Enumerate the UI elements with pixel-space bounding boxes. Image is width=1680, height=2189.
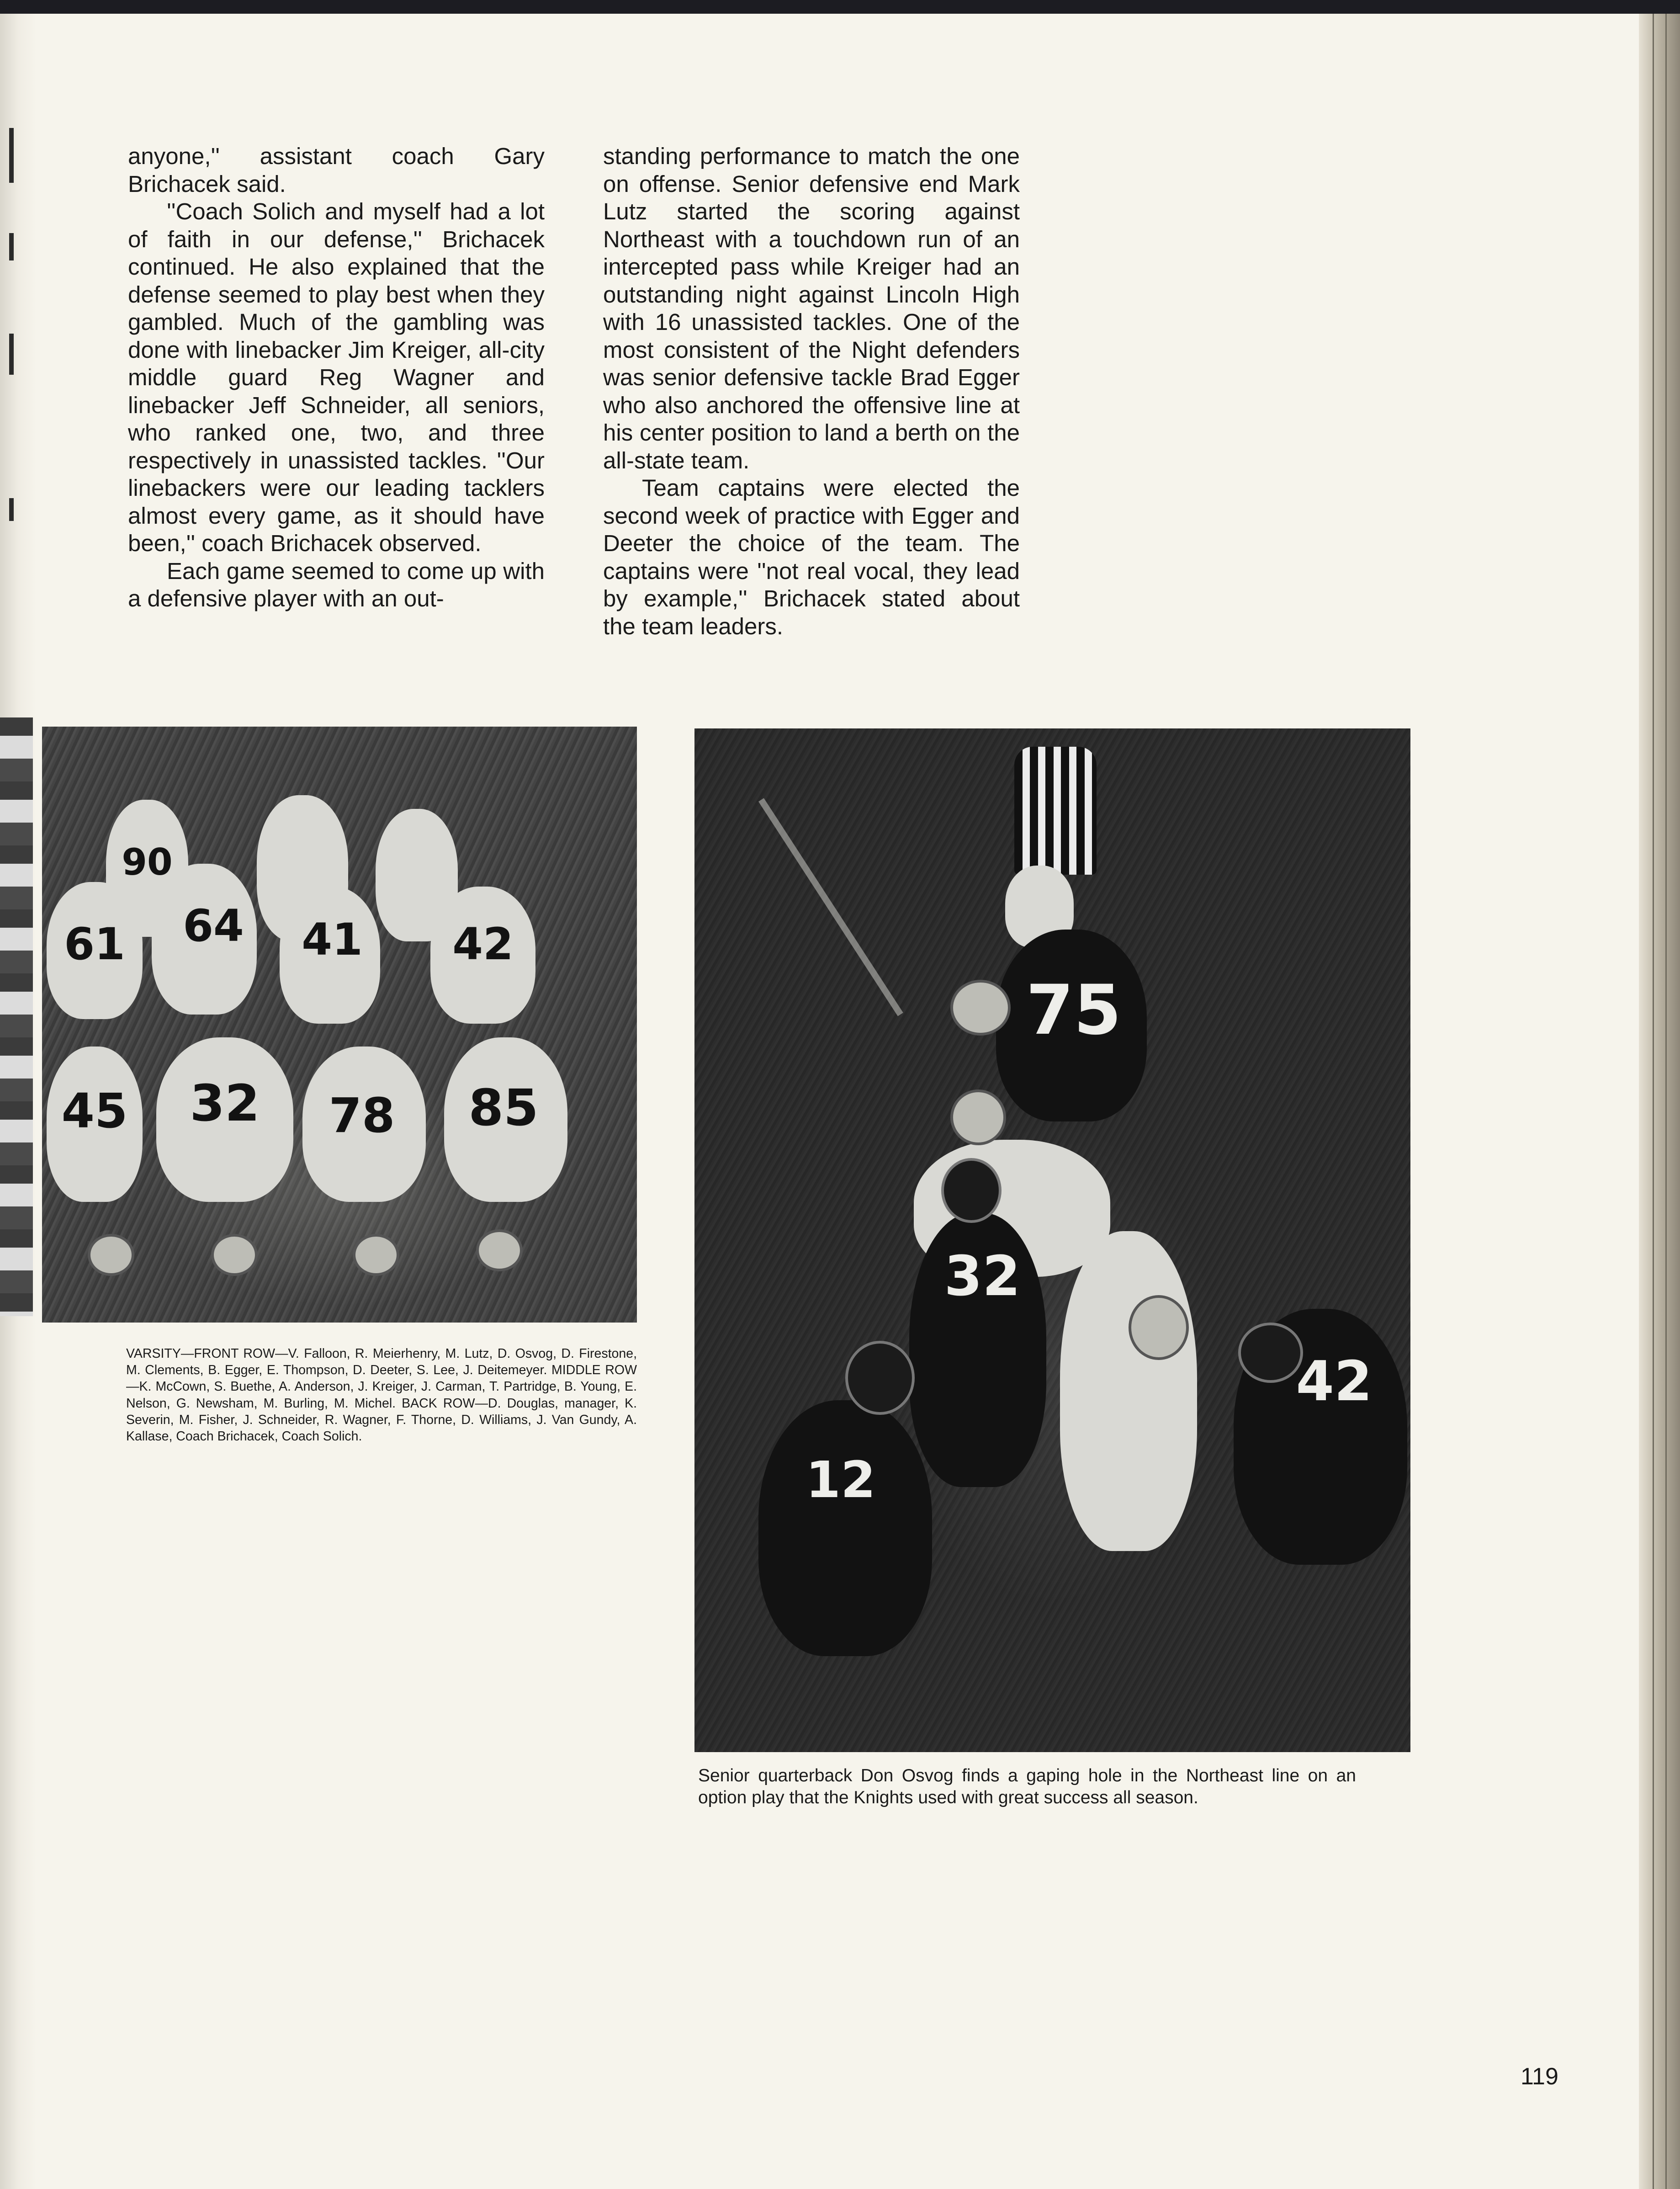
team-photo-caption: VARSITY—FRONT ROW—V. Falloon, R. Meierhenry, M. Lutz, D. Osvog, D. Firestone, M. Clements, B. Egger, E. Thompson, D. Deeter, S. Lee, J. Deitemeyer. MIDDLE ROW—K. McCown, S. Buethe, A. Anderson, J. Kreiger, J. Carman, T. Partridge, B. Young, E. Nelson, G. Newsham, M. Burling, M. Michel. BACK ROW—D. Douglas, manager, K. Severin, M. Fisher, J. Schneider, R. Wagner, F. Thorne, D. Williams, J. Van Gundy, A. Kallase, Coach Brichacek, Coach Solich.	[126, 1346, 637, 1444]
jersey-number: 32	[944, 1245, 1021, 1308]
binding-mark	[9, 498, 14, 521]
helmet-icon	[950, 1089, 1006, 1145]
referee-figure	[1014, 747, 1097, 875]
page-number: 119	[1521, 2063, 1558, 2090]
action-photo-caption: Senior quarterback Don Osvog finds a gaping hole in the Northeast line on an option play that the Knights used with great success all season.	[698, 1766, 1356, 1807]
binding-mark	[9, 334, 14, 375]
jersey-number: 64	[183, 900, 244, 951]
helmet-icon	[353, 1234, 399, 1276]
varsity-team-photo	[42, 727, 637, 1323]
spine-line	[1665, 14, 1667, 2189]
player-figure	[758, 1400, 932, 1656]
article-right-column	[603, 143, 1020, 640]
jersey-number: 90	[122, 841, 173, 883]
jersey-number: 41	[302, 914, 363, 965]
helmet-icon	[88, 1234, 134, 1276]
jersey-number: 42	[1296, 1350, 1373, 1413]
jersey-number: 78	[329, 1088, 395, 1143]
article-paragraph: anyone,'' assistant coach Gary Brichacek said.	[128, 143, 545, 197]
jersey-number: 85	[468, 1079, 539, 1137]
quarterback-figure	[1060, 1231, 1197, 1551]
helmet-icon	[1129, 1295, 1189, 1360]
right-spine	[1639, 14, 1680, 2189]
helmet-icon	[211, 1234, 258, 1276]
page-top-edge	[0, 0, 1680, 14]
jersey-number: 12	[806, 1450, 876, 1509]
helmet-icon	[941, 1158, 1002, 1223]
helmet-icon	[476, 1229, 523, 1271]
helmet-icon	[845, 1341, 915, 1415]
jersey-number: 32	[190, 1074, 260, 1132]
jersey-number: 61	[64, 919, 125, 970]
article-paragraph: standing performance to match the one on offense. Senior defensive end Mark Lutz started the scoring against Northeast with a touchdown run of an intercepted pass while Kreiger had an outstanding night against Lincoln High with 16 unassisted tackles. One of the most consistent of the Night defenders was senior defensive tackle Brad Egger who also anchored the offensive line at his center position to land a berth on the all-state team.	[603, 143, 1020, 473]
article-paragraph: ''Coach Solich and myself had a lot of faith in our defense,'' Brichacek continued. He also explained that the defense seemed to play best when they gambled. Much of the gambling was done with linebacker Jim Kreiger, all-city middle guard Reg Wagner and linebacker Jeff Schneider, all seniors, who ranked one, two, and three respectively in unassisted tackles. ''Our linebackers were our leading tacklers almost every game, as it should have been,'' coach Brichacek observed.	[128, 198, 545, 556]
yard-line	[758, 798, 903, 1016]
article-paragraph: Each game seemed to come up with a defensive player with an out-	[128, 558, 545, 611]
jersey-number: 42	[452, 919, 514, 970]
team-photo-bleed	[0, 717, 33, 1316]
binding-mark	[9, 128, 14, 183]
jersey-number: 75	[1026, 971, 1122, 1050]
binding-mark	[9, 233, 14, 260]
jersey-number: 45	[61, 1083, 128, 1139]
game-action-photo	[694, 728, 1410, 1752]
article-paragraph: Team captains were elected the second week of practice with Egger and Deeter the choice of the team. The captains were ''not real vocal, they lead by example,'' Brichacek stated about the team leaders.	[603, 475, 1020, 639]
article-left-column	[128, 143, 545, 613]
spine-line	[1653, 14, 1654, 2189]
helmet-icon	[950, 980, 1011, 1036]
